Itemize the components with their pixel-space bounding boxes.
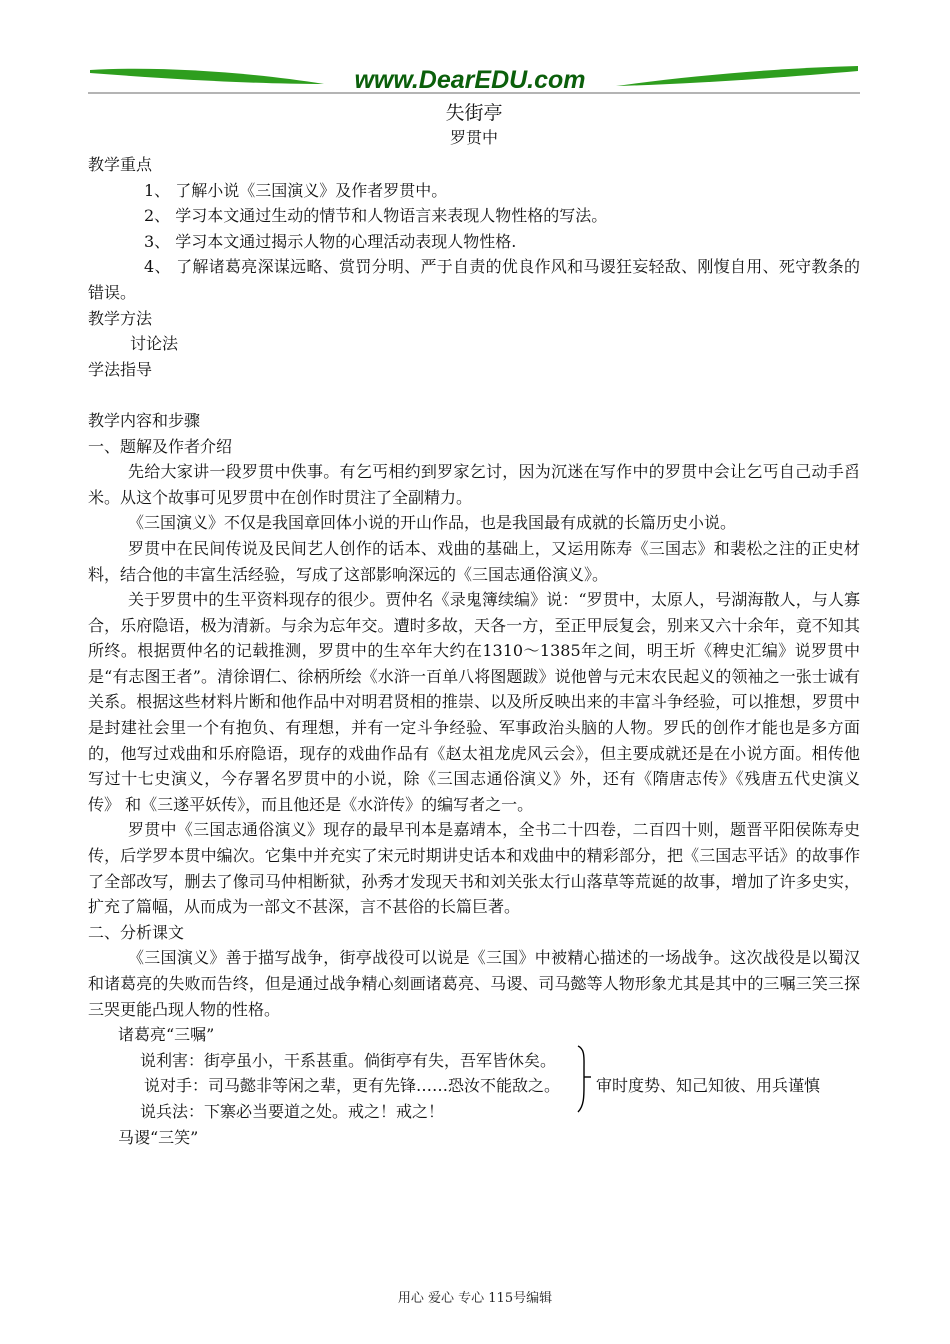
- zhuge-summary-note: 审时度势、知己知彼、用兵谨慎: [596, 1076, 821, 1096]
- blank-line: [88, 382, 860, 408]
- doc-title: 失街亭: [445, 102, 503, 124]
- page-footer: 用心 爱心 专心 115号编辑: [397, 1291, 553, 1306]
- warning-tactics: 说兵法：下寨必当要道之处。戒之！戒之！: [140, 1101, 445, 1121]
- right-swoosh: [616, 66, 858, 86]
- focus-item-4: 4、 了解诸葛亮深谋远略、赏罚分明、严于自责的优良作风和马谡狂妄轻敌、刚愎自用、死守教条的错误。: [88, 257, 860, 302]
- warning-opponent-text: 说对手：司马懿非等闲之辈，更有先锋……恐汝不能敌之。: [144, 1076, 561, 1096]
- paragraph-sources: 罗贯中在民间传说及民间艺人创作的话本、戏曲的基础上，又运用陈寿《三国志》和裴松之注的正史材料，结合他的丰富生活经验，写成了这部影响深远的《三国志通俗演义》。: [88, 538, 860, 584]
- teaching-method-text: 讨论法: [130, 334, 179, 354]
- doc-author: 罗贯中: [449, 128, 498, 147]
- focus-item-3: 3、 学习本文通过揭示人物的心理活动表现人物性格.: [144, 231, 517, 251]
- site-logo-text: www.DearEDU.com: [354, 66, 586, 94]
- heading-zhuge-three-warnings: 诸葛亮“三嘱”: [118, 1025, 215, 1045]
- heading-ma-three-laughs: 马谡“三笑”: [118, 1127, 199, 1147]
- paragraph-biography: 关于罗贯中的生平资料现存的很少。贾仲名《录鬼簿续编》说：“罗贯中，太原人，号湖海散人，与人寡合，乐府隐语，极为清新。与余为忘年交。遭时多故，天各一方，至正甲辰复会，别来又六十余年，竟不知其所终。根据贾仲名的记载推测，罗贯中的生卒年大约在1310～1385年之间，明王圻《稗史汇编》说罗贯中是“有志图王者”。清徐谓仁、徐柄所绘《水浒一百单八将图题跋》说他曾与元末农民起义的领袖之一张士诚有关系。根据这些材料片断和他作品中对明君贤相的推崇、以及所反映出来的丰富斗争经验，可以推想，罗贯中是封建社会里一个有抱负、有理想，并有一定斗争经验、军事政治头脑的人物。罗氏的创作才能也是多方面的，他写过戏曲和乐府隐语，现存的戏曲作品有《赵太祖龙虎风云会》，但主要成就还是在小说方面。相传他写过十七史演义，今存署名罗贯中的小说，除《三国志通俗演义》外，还有《隋唐志传》《残唐五代史演义传》 和《三遂平妖传》，而且他还是《水浒传》的编写者之一。: [88, 590, 860, 814]
- paragraph-analysis: 《三国演义》善于描写战争，街亭战役可以说是《三国》中被精心描述的一场战争。这次战役是以蜀汉和诸葛亮的失败而告终，但是通过战争精心刻画诸葛亮、马谡、司马懿等人物形象尤其是其中的三嘱三笑三探三哭更能凸现人物的性格。: [88, 948, 860, 1019]
- header-banner: [88, 62, 860, 96]
- warning-opponent: [88, 1073, 860, 1099]
- bracket-mark: [574, 1044, 594, 1114]
- heading-part-1: 一、题解及作者介绍: [88, 436, 233, 456]
- paragraph-editions: 罗贯中《三国志通俗演义》现存的最早刊本是嘉靖本，全书二十四卷，二百四十则，题晋平阳侯陈寿史传，后学罗本贯中编次。它集中并充实了宋元时期讲史话本和戏曲中的精彩部分，把《三国志平话》的故事作了全部改写，删去了像司马仲相断狱，孙秀才发现天书和刘关张太行山落草等荒诞的故事，增加了许多史实，扩充了篇幅，从而成为一部文不甚深，言不甚俗的长篇巨著。: [88, 820, 860, 917]
- focus-item-2: 2、 学习本文通过生动的情节和人物语言来表现人物性格的写法。: [144, 206, 608, 226]
- header-banner-graphic: [88, 62, 860, 96]
- heading-teaching-method: 教学方法: [88, 308, 153, 328]
- document-body: [88, 98, 860, 1150]
- heading-teaching-steps: 教学内容和步骤: [88, 410, 201, 430]
- heading-part-2: 二、分析课文: [88, 922, 185, 942]
- zhuge-warnings-block: [88, 1048, 860, 1125]
- paragraph-anecdote: 先给大家讲一段罗贯中佚事。有乞丐相约到罗家乞讨，因为沉迷在写作中的罗贯中会让乞丐自己动手舀米。从这个故事可见罗贯中在创作时贯注了全副精力。: [88, 462, 860, 507]
- heading-teaching-focus: 教学重点: [88, 155, 153, 174]
- left-swoosh: [90, 69, 324, 84]
- heading-study-guide: 学法指导: [88, 359, 153, 379]
- paragraph-novel-status: 《三国演义》不仅是我国章回体小说的开山作品，也是我国最有成就的长篇历史小说。: [128, 513, 737, 533]
- focus-item-1: 1、 了解小说《三国演义》及作者罗贯中。: [144, 180, 448, 200]
- warning-stakes: 说利害：街亭虽小，干系甚重。倘街亭有失，吾军皆休矣。: [140, 1050, 557, 1070]
